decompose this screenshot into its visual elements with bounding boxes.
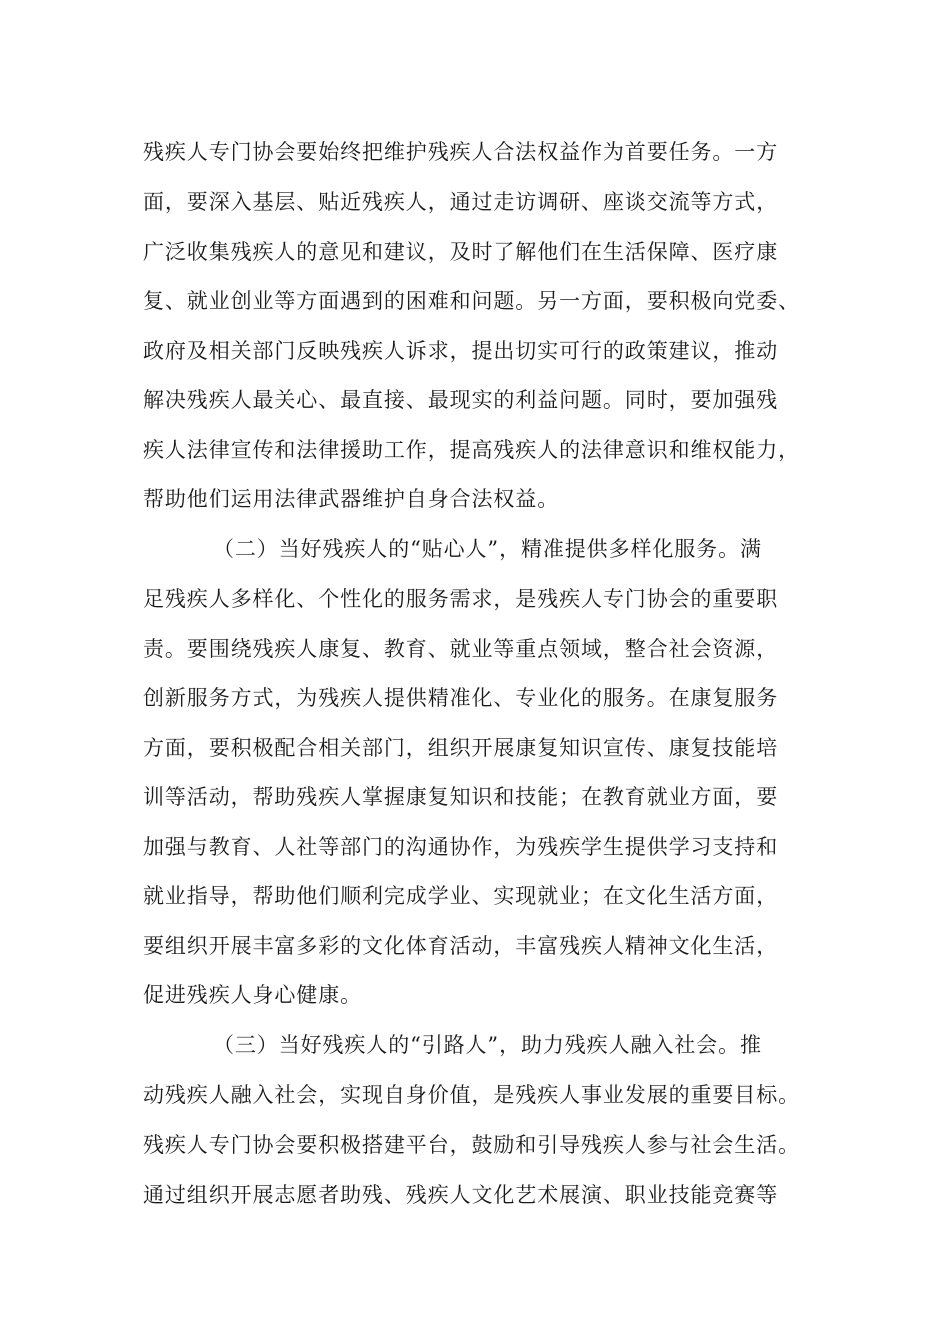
- text-line: 政府及相关部门反映残疾人诉求，提出切实可行的政策建议，推动: [143, 339, 779, 363]
- text-line: 广泛收集残疾人的意见和建议，及时了解他们在生活保障、医疗康: [143, 240, 779, 264]
- text-line: 足残疾人多样化、个性化的服务需求，是残疾人专门协会的重要职: [143, 587, 779, 611]
- text-line: 解决残疾人最关心、最直接、最现实的利益问题。同时，要加强残: [143, 388, 779, 412]
- text-line: 帮助他们运用法律武器维护自身合法权益。: [143, 487, 560, 511]
- text-line: 责。要围绕残疾人康复、教育、就业等重点领域，整合社会资源，: [143, 637, 779, 661]
- section-heading-line: （二）当好残疾人的“贴心人”，精准提供多样化服务。满: [213, 537, 762, 561]
- text-line: 加强与教育、人社等部门的沟通协作，为残疾学生提供学习支持和: [143, 835, 779, 859]
- text-line: 就业指导，帮助他们顺利完成学业、实现就业；在文化生活方面，: [143, 884, 779, 908]
- text-line: 动残疾人融入社会，实现自身价值，是残疾人事业发展的重要目标。: [143, 1083, 800, 1107]
- text-line: 复、就业创业等方面遇到的困难和问题。另一方面，要积极向党委、: [143, 289, 800, 313]
- text-line: 方面，要积极配合相关部门，组织开展康复知识宣传、康复技能培: [143, 736, 779, 760]
- text-line: 面，要深入基层、贴近残疾人，通过走访调研、座谈交流等方式，: [143, 190, 779, 214]
- text-line: 创新服务方式，为残疾人提供精准化、专业化的服务。在康复服务: [143, 686, 779, 710]
- section-heading-line: （三）当好残疾人的“引路人”，助力残疾人融入社会。推: [213, 1033, 762, 1057]
- text-line: 残疾人专门协会要始终把维护残疾人合法权益作为首要任务。一方: [143, 140, 779, 164]
- text-line: 训等活动，帮助残疾人掌握康复知识和技能；在教育就业方面，要: [143, 785, 779, 809]
- text-line: 通过组织开展志愿者助残、残疾人文化艺术展演、职业技能竞赛等: [143, 1183, 779, 1207]
- text-line: 要组织开展丰富多彩的文化体育活动，丰富残疾人精神文化生活，: [143, 934, 779, 958]
- text-line: 促进残疾人身心健康。: [143, 983, 362, 1007]
- text-line: 疾人法律宣传和法律援助工作，提高残疾人的法律意识和维权能力，: [143, 438, 800, 462]
- text-line: 残疾人专门协会要积极搭建平台，鼓励和引导残疾人参与社会生活。: [143, 1133, 800, 1157]
